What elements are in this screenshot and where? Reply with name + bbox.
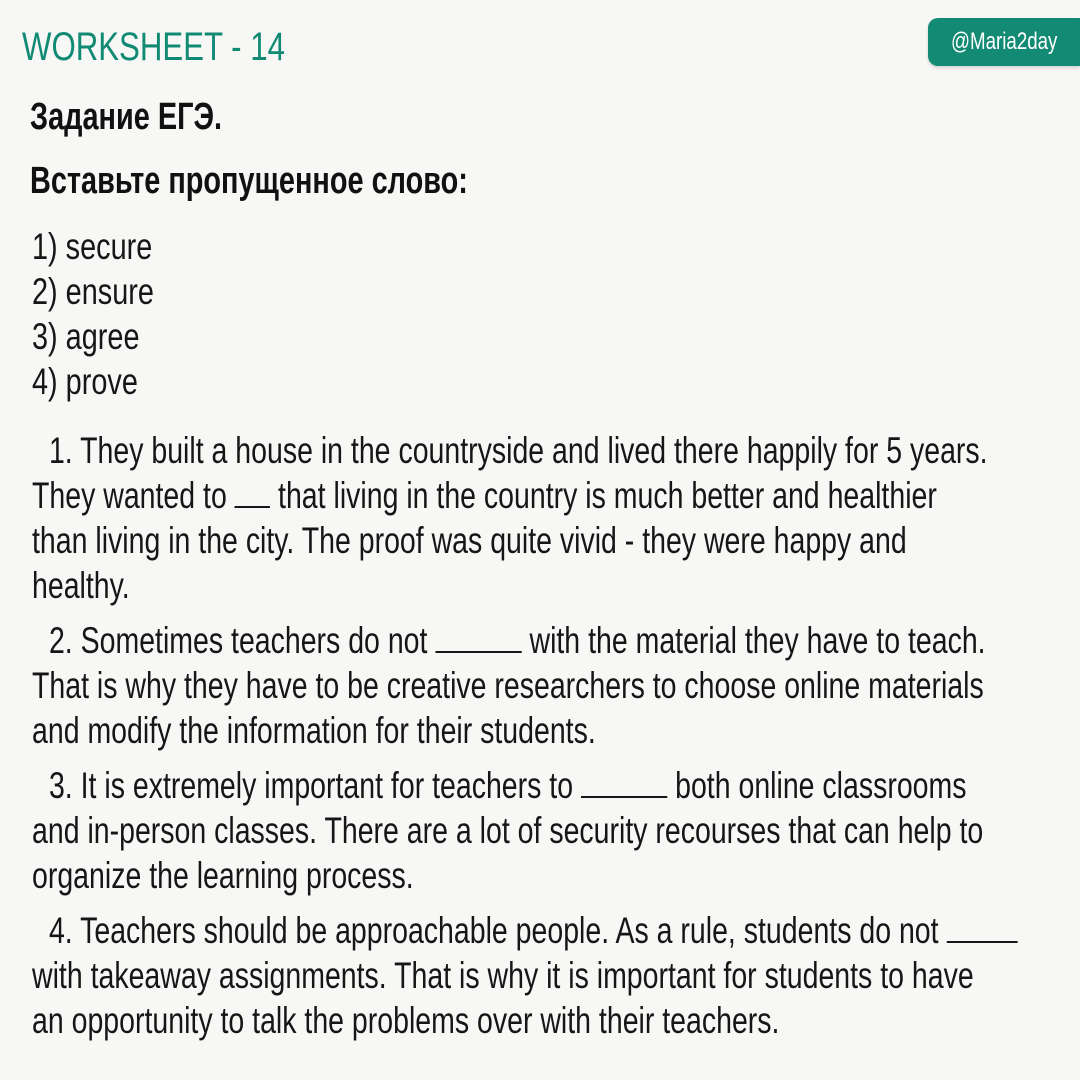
exercise-line: 4. Teachers should be approachable people. As a rule, students do not — [32, 908, 833, 953]
exercise-line: and in-person classes. There are a lot of security recourses that can help to — [32, 810, 984, 851]
answer-blank[interactable] — [435, 621, 521, 653]
answer-blank[interactable] — [946, 911, 1017, 943]
answer-blank[interactable] — [235, 476, 270, 508]
answer-option: 4) prove — [32, 361, 138, 402]
exercise-line: That is why they have to be creative researchers to choose online materials — [32, 665, 984, 706]
exercises — [32, 428, 1072, 1053]
exercise-line: organize the learning process. — [32, 855, 414, 896]
exercise-line: an opportunity to talk the problems over with their teachers. — [32, 1000, 780, 1041]
exercise-2 — [32, 618, 1072, 753]
exercise-1 — [32, 428, 1072, 608]
exercise-line: 3. It is extremely important for teachers to both online classrooms — [48, 765, 967, 806]
exercise-line: with takeaway assignments. That is why it is important for students to have — [32, 955, 974, 996]
answer-option: 2) ensure — [32, 271, 154, 312]
task-instruction: Вставьте пропущенное слово: — [30, 160, 468, 202]
author-handle-badge — [928, 18, 1080, 66]
exercise-4 — [32, 908, 1072, 1043]
exercise-3 — [32, 763, 1072, 898]
exercise-line: They wanted to that living in the country is much better and healthier — [32, 475, 937, 516]
answer-option: 1) secure — [32, 226, 153, 267]
answer-options-list — [32, 224, 188, 404]
exercise-line: 1. They built a house in the countryside and lived there happily for 5 years. — [48, 430, 988, 471]
exercise-line: than living in the city. The proof was quite vivid - they were happy and — [32, 520, 907, 561]
author-handle: @Maria2day — [950, 28, 1058, 55]
worksheet-title: WORKSHEET - 14 — [22, 25, 285, 69]
exercise-line: and modify the information for their students. — [32, 710, 596, 751]
answer-option: 3) agree — [32, 316, 140, 357]
answer-blank[interactable] — [581, 766, 667, 798]
exercise-line: 2. Sometimes teachers do not with the material they have to teach. — [48, 620, 986, 661]
exercise-line: healthy. — [32, 565, 130, 606]
task-title: Задание ЕГЭ. — [30, 96, 223, 138]
